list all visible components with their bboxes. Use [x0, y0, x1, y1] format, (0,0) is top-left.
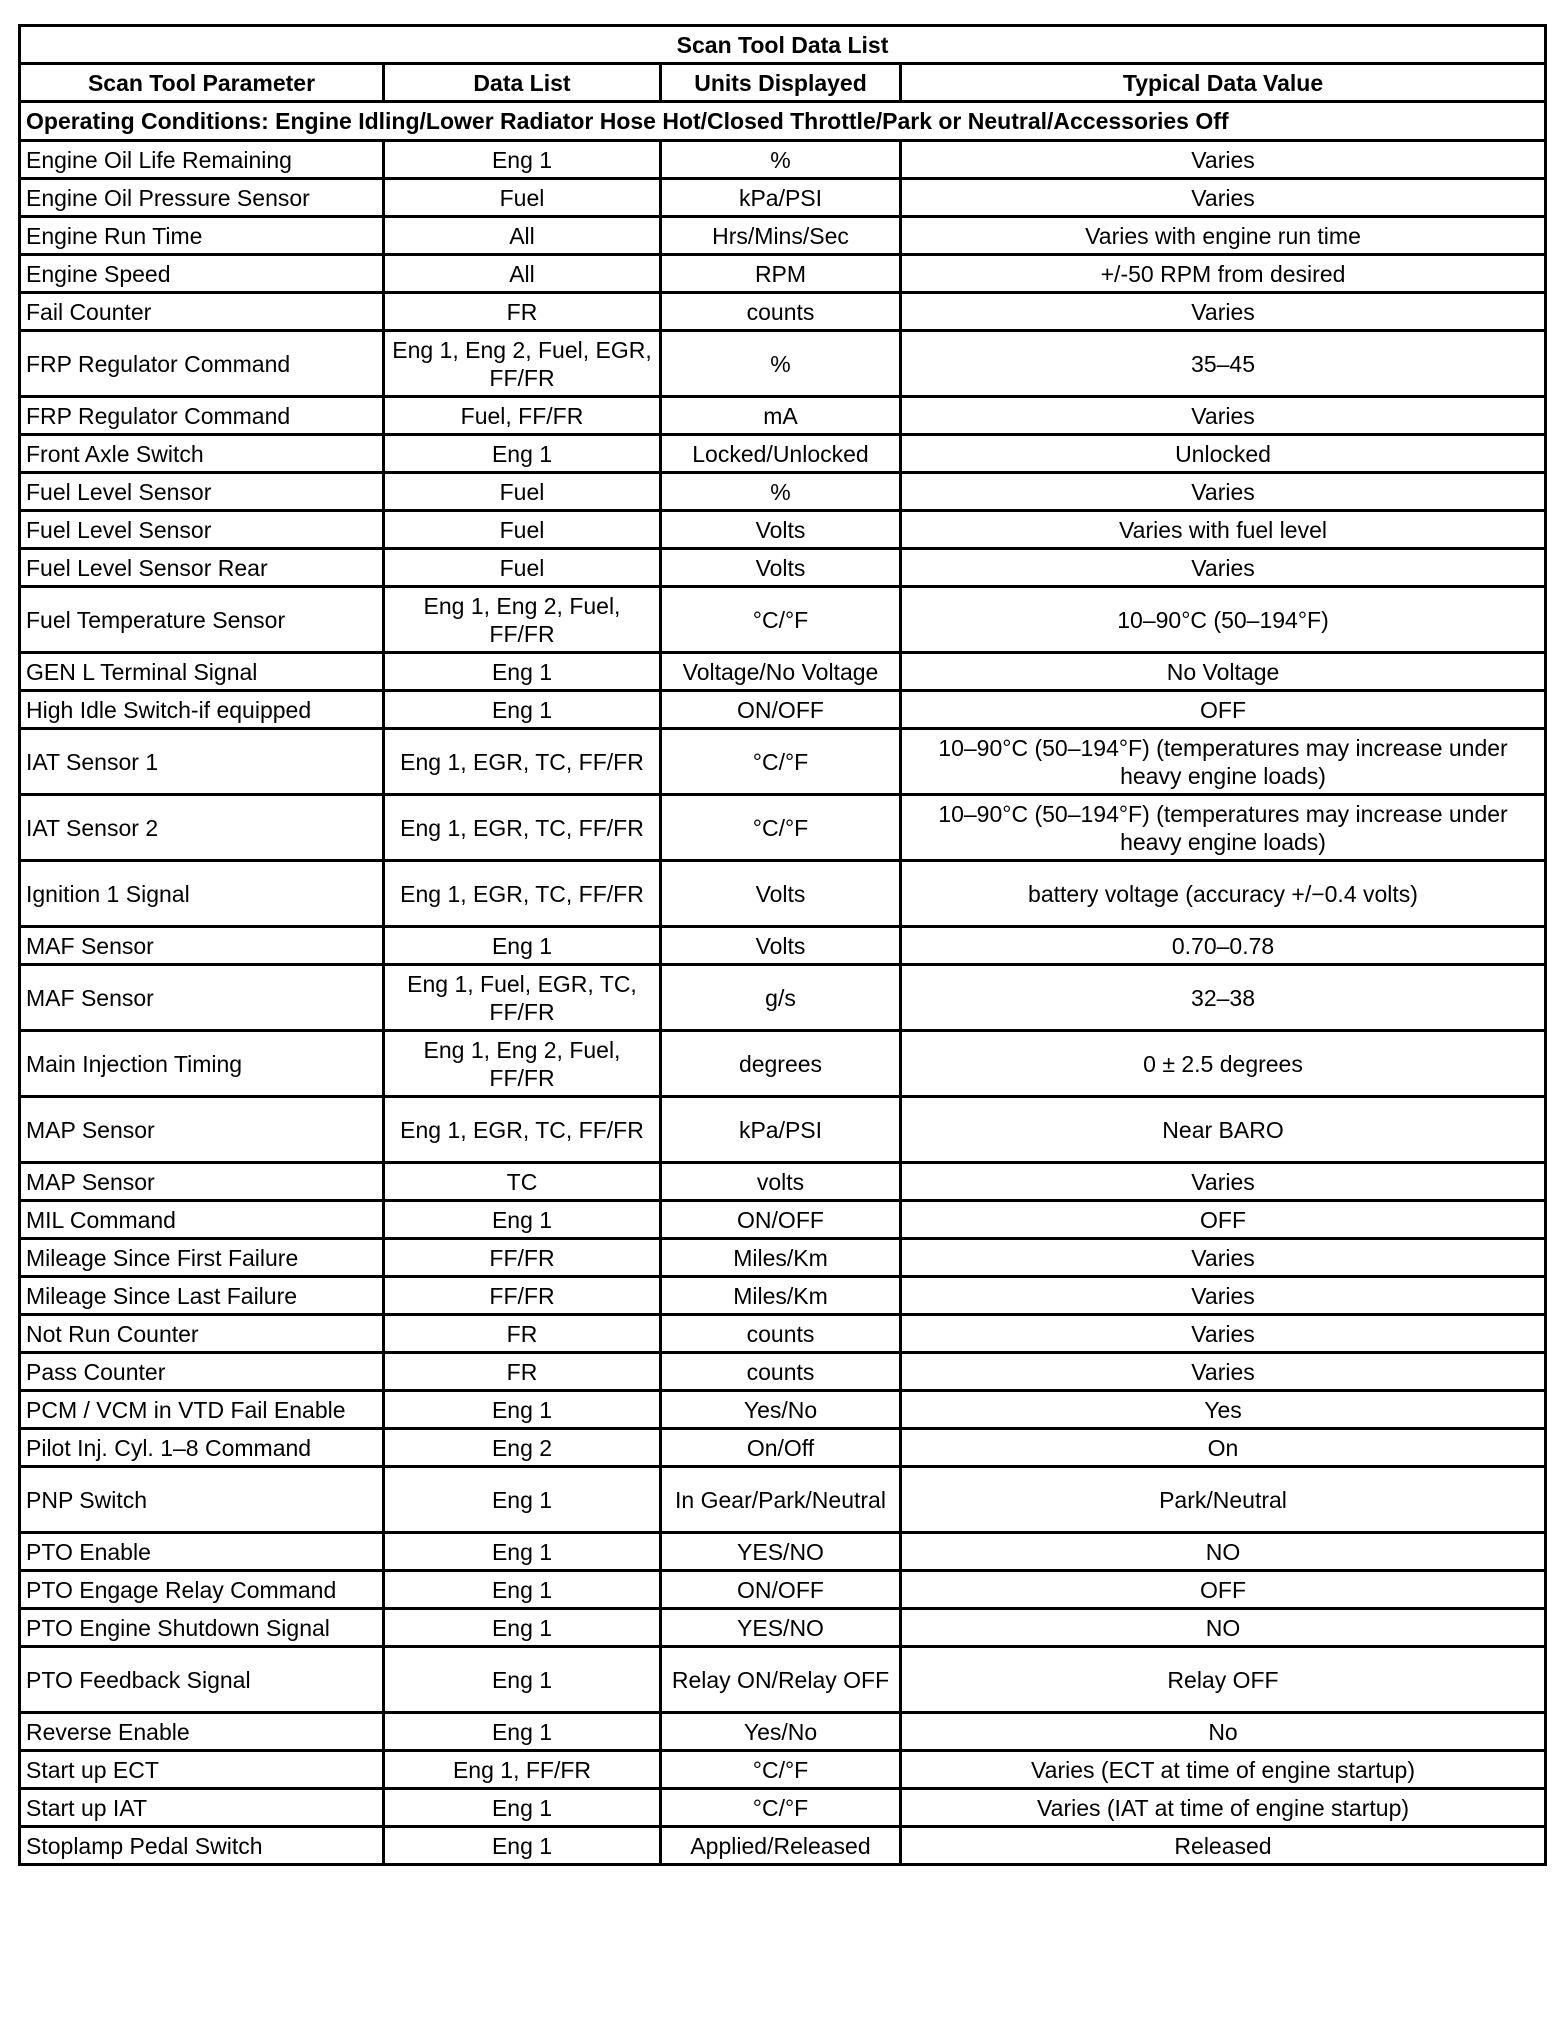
- cell-data-list: Fuel, FF/FR: [384, 397, 661, 435]
- cell-data-list: Eng 1: [384, 1609, 661, 1647]
- cell-typical-data-value: Varies: [901, 1163, 1546, 1201]
- table-row: [20, 1391, 1546, 1429]
- cell-typical-data-value: 0.70–0.78: [901, 927, 1546, 965]
- cell-data-list: Eng 1: [384, 927, 661, 965]
- cell-typical-data-value: OFF: [901, 1571, 1546, 1609]
- cell-typical-data-value: 10–90°C (50–194°F): [901, 587, 1546, 653]
- cell-typical-data-value: Unlocked: [901, 435, 1546, 473]
- cell-scan-tool-parameter: PCM / VCM in VTD Fail Enable: [20, 1391, 384, 1429]
- table-row: [20, 1713, 1546, 1751]
- cell-typical-data-value: Park/Neutral: [901, 1467, 1546, 1533]
- cell-units-displayed: counts: [661, 293, 901, 331]
- cell-scan-tool-parameter: Fail Counter: [20, 293, 384, 331]
- cell-typical-data-value: Varies with fuel level: [901, 511, 1546, 549]
- table-row: [20, 1609, 1546, 1647]
- cell-scan-tool-parameter: High Idle Switch-if equipped: [20, 691, 384, 729]
- table-row: [20, 179, 1546, 217]
- table-body: [20, 141, 1546, 1865]
- cell-units-displayed: volts: [661, 1163, 901, 1201]
- cell-scan-tool-parameter: Start up IAT: [20, 1789, 384, 1827]
- cell-typical-data-value: Varies: [901, 1353, 1546, 1391]
- cell-data-list: Eng 1, EGR, TC, FF/FR: [384, 729, 661, 795]
- cell-typical-data-value: 32–38: [901, 965, 1546, 1031]
- table-row: [20, 331, 1546, 397]
- cell-scan-tool-parameter: IAT Sensor 1: [20, 729, 384, 795]
- cell-units-displayed: Volts: [661, 511, 901, 549]
- cell-data-list: Eng 1: [384, 435, 661, 473]
- cell-typical-data-value: Near BARO: [901, 1097, 1546, 1163]
- cell-scan-tool-parameter: PTO Feedback Signal: [20, 1647, 384, 1713]
- cell-data-list: Fuel: [384, 511, 661, 549]
- cell-data-list: TC: [384, 1163, 661, 1201]
- operating-conditions: Operating Conditions: Engine Idling/Lower Radiator Hose Hot/Closed Throttle/Park or Neutral/Accessories Off: [20, 102, 1546, 141]
- cell-data-list: Eng 1, EGR, TC, FF/FR: [384, 795, 661, 861]
- cell-scan-tool-parameter: Fuel Level Sensor Rear: [20, 549, 384, 587]
- table-row: [20, 795, 1546, 861]
- cell-data-list: Eng 1: [384, 1533, 661, 1571]
- table-row: [20, 549, 1546, 587]
- table-row: [20, 435, 1546, 473]
- table-row: [20, 1277, 1546, 1315]
- cell-data-list: Eng 1: [384, 1647, 661, 1713]
- cell-units-displayed: In Gear/Park/Neutral: [661, 1467, 901, 1533]
- cell-units-displayed: ON/OFF: [661, 1571, 901, 1609]
- cell-data-list: FR: [384, 1315, 661, 1353]
- table-row: [20, 1315, 1546, 1353]
- table-row: [20, 1201, 1546, 1239]
- cell-units-displayed: Locked/Unlocked: [661, 435, 901, 473]
- table-row: [20, 1097, 1546, 1163]
- table-row: [20, 1429, 1546, 1467]
- cell-units-displayed: °C/°F: [661, 1751, 901, 1789]
- cell-typical-data-value: Varies: [901, 549, 1546, 587]
- table-row: [20, 217, 1546, 255]
- cell-data-list: FF/FR: [384, 1239, 661, 1277]
- cell-scan-tool-parameter: MAF Sensor: [20, 965, 384, 1031]
- cell-data-list: Eng 1: [384, 1827, 661, 1865]
- cell-units-displayed: On/Off: [661, 1429, 901, 1467]
- operating-conditions-row: [20, 102, 1546, 141]
- table-row: [20, 729, 1546, 795]
- table-row: [20, 1353, 1546, 1391]
- cell-scan-tool-parameter: Pass Counter: [20, 1353, 384, 1391]
- cell-scan-tool-parameter: Not Run Counter: [20, 1315, 384, 1353]
- cell-typical-data-value: Varies (IAT at time of engine startup): [901, 1789, 1546, 1827]
- table-row: [20, 653, 1546, 691]
- cell-data-list: Eng 1: [384, 1571, 661, 1609]
- cell-data-list: Eng 1: [384, 1789, 661, 1827]
- cell-units-displayed: Volts: [661, 549, 901, 587]
- cell-units-displayed: ON/OFF: [661, 691, 901, 729]
- cell-units-displayed: mA: [661, 397, 901, 435]
- cell-scan-tool-parameter: MAF Sensor: [20, 927, 384, 965]
- cell-typical-data-value: Varies (ECT at time of engine startup): [901, 1751, 1546, 1789]
- cell-data-list: Fuel: [384, 179, 661, 217]
- cell-units-displayed: Voltage/No Voltage: [661, 653, 901, 691]
- cell-units-displayed: ON/OFF: [661, 1201, 901, 1239]
- cell-data-list: Eng 1, Eng 2, Fuel, FF/FR: [384, 587, 661, 653]
- cell-scan-tool-parameter: Fuel Temperature Sensor: [20, 587, 384, 653]
- cell-data-list: Eng 1: [384, 653, 661, 691]
- cell-data-list: Eng 1: [384, 1201, 661, 1239]
- cell-scan-tool-parameter: Mileage Since First Failure: [20, 1239, 384, 1277]
- header-typical-data-value: Typical Data Value: [901, 64, 1546, 102]
- cell-typical-data-value: Yes: [901, 1391, 1546, 1429]
- table-row: [20, 255, 1546, 293]
- cell-typical-data-value: No: [901, 1713, 1546, 1751]
- cell-typical-data-value: Relay OFF: [901, 1647, 1546, 1713]
- cell-data-list: Eng 2: [384, 1429, 661, 1467]
- cell-typical-data-value: OFF: [901, 691, 1546, 729]
- cell-typical-data-value: Varies: [901, 293, 1546, 331]
- table-row: [20, 1163, 1546, 1201]
- cell-typical-data-value: 35–45: [901, 331, 1546, 397]
- cell-units-displayed: °C/°F: [661, 795, 901, 861]
- cell-units-displayed: °C/°F: [661, 587, 901, 653]
- cell-scan-tool-parameter: Engine Oil Pressure Sensor: [20, 179, 384, 217]
- cell-typical-data-value: 10–90°C (50–194°F) (temperatures may increase under heavy engine loads): [901, 795, 1546, 861]
- cell-scan-tool-parameter: Main Injection Timing: [20, 1031, 384, 1097]
- cell-data-list: Eng 1: [384, 141, 661, 179]
- cell-typical-data-value: NO: [901, 1533, 1546, 1571]
- cell-typical-data-value: NO: [901, 1609, 1546, 1647]
- table-row: [20, 473, 1546, 511]
- cell-typical-data-value: +/-50 RPM from desired: [901, 255, 1546, 293]
- header-data-list: Data List: [384, 64, 661, 102]
- cell-typical-data-value: 0 ± 2.5 degrees: [901, 1031, 1546, 1097]
- cell-units-displayed: Miles/Km: [661, 1239, 901, 1277]
- table-row: [20, 1827, 1546, 1865]
- cell-units-displayed: Hrs/Mins/Sec: [661, 217, 901, 255]
- scan-tool-data-table: [18, 24, 1547, 1866]
- table-row: [20, 691, 1546, 729]
- cell-scan-tool-parameter: GEN L Terminal Signal: [20, 653, 384, 691]
- cell-typical-data-value: Varies: [901, 1239, 1546, 1277]
- cell-data-list: Eng 1: [384, 1391, 661, 1429]
- cell-scan-tool-parameter: FRP Regulator Command: [20, 331, 384, 397]
- cell-scan-tool-parameter: Engine Speed: [20, 255, 384, 293]
- cell-data-list: Eng 1, Eng 2, Fuel, EGR, FF/FR: [384, 331, 661, 397]
- cell-typical-data-value: 10–90°C (50–194°F) (temperatures may increase under heavy engine loads): [901, 729, 1546, 795]
- cell-scan-tool-parameter: MAP Sensor: [20, 1163, 384, 1201]
- table-header-row: [20, 64, 1546, 102]
- cell-scan-tool-parameter: MAP Sensor: [20, 1097, 384, 1163]
- header-units-displayed: Units Displayed: [661, 64, 901, 102]
- cell-scan-tool-parameter: Stoplamp Pedal Switch: [20, 1827, 384, 1865]
- cell-units-displayed: %: [661, 141, 901, 179]
- table-row: [20, 293, 1546, 331]
- table-title: Scan Tool Data List: [20, 26, 1546, 64]
- table-row: [20, 927, 1546, 965]
- cell-units-displayed: Miles/Km: [661, 1277, 901, 1315]
- cell-scan-tool-parameter: PNP Switch: [20, 1467, 384, 1533]
- table-row: [20, 1751, 1546, 1789]
- cell-scan-tool-parameter: Mileage Since Last Failure: [20, 1277, 384, 1315]
- cell-scan-tool-parameter: PTO Engage Relay Command: [20, 1571, 384, 1609]
- table-row: [20, 1533, 1546, 1571]
- cell-data-list: All: [384, 217, 661, 255]
- scan-tool-data-sheet: [18, 24, 1544, 1866]
- table-row: [20, 965, 1546, 1031]
- cell-units-displayed: degrees: [661, 1031, 901, 1097]
- cell-units-displayed: Yes/No: [661, 1391, 901, 1429]
- cell-scan-tool-parameter: Engine Run Time: [20, 217, 384, 255]
- cell-data-list: Eng 1, Fuel, EGR, TC, FF/FR: [384, 965, 661, 1031]
- cell-scan-tool-parameter: MIL Command: [20, 1201, 384, 1239]
- table-row: [20, 511, 1546, 549]
- cell-scan-tool-parameter: PTO Engine Shutdown Signal: [20, 1609, 384, 1647]
- cell-data-list: Fuel: [384, 473, 661, 511]
- cell-data-list: Eng 1: [384, 1467, 661, 1533]
- table-row: [20, 587, 1546, 653]
- cell-units-displayed: Applied/Released: [661, 1827, 901, 1865]
- cell-data-list: Eng 1, FF/FR: [384, 1751, 661, 1789]
- cell-scan-tool-parameter: PTO Enable: [20, 1533, 384, 1571]
- cell-units-displayed: Volts: [661, 861, 901, 927]
- cell-scan-tool-parameter: Fuel Level Sensor: [20, 473, 384, 511]
- cell-typical-data-value: Released: [901, 1827, 1546, 1865]
- cell-typical-data-value: Varies: [901, 1315, 1546, 1353]
- cell-typical-data-value: OFF: [901, 1201, 1546, 1239]
- cell-typical-data-value: Varies: [901, 1277, 1546, 1315]
- table-row: [20, 141, 1546, 179]
- cell-data-list: Eng 1, Eng 2, Fuel, FF/FR: [384, 1031, 661, 1097]
- cell-scan-tool-parameter: IAT Sensor 2: [20, 795, 384, 861]
- cell-units-displayed: counts: [661, 1353, 901, 1391]
- table-row: [20, 1031, 1546, 1097]
- cell-units-displayed: YES/NO: [661, 1533, 901, 1571]
- cell-units-displayed: YES/NO: [661, 1609, 901, 1647]
- cell-typical-data-value: Varies: [901, 397, 1546, 435]
- table-row: [20, 861, 1546, 927]
- cell-units-displayed: Volts: [661, 927, 901, 965]
- cell-data-list: Eng 1, EGR, TC, FF/FR: [384, 861, 661, 927]
- cell-typical-data-value: battery voltage (accuracy +/−0.4 volts): [901, 861, 1546, 927]
- cell-scan-tool-parameter: Reverse Enable: [20, 1713, 384, 1751]
- cell-typical-data-value: No Voltage: [901, 653, 1546, 691]
- table-row: [20, 1467, 1546, 1533]
- cell-scan-tool-parameter: Start up ECT: [20, 1751, 384, 1789]
- cell-units-displayed: Relay ON/Relay OFF: [661, 1647, 901, 1713]
- table-row: [20, 1239, 1546, 1277]
- cell-data-list: Eng 1: [384, 1713, 661, 1751]
- cell-units-displayed: °C/°F: [661, 729, 901, 795]
- cell-data-list: FF/FR: [384, 1277, 661, 1315]
- cell-units-displayed: g/s: [661, 965, 901, 1031]
- cell-data-list: All: [384, 255, 661, 293]
- cell-scan-tool-parameter: Pilot Inj. Cyl. 1–8 Command: [20, 1429, 384, 1467]
- cell-data-list: FR: [384, 293, 661, 331]
- cell-typical-data-value: Varies: [901, 141, 1546, 179]
- cell-units-displayed: °C/°F: [661, 1789, 901, 1827]
- cell-scan-tool-parameter: Fuel Level Sensor: [20, 511, 384, 549]
- cell-scan-tool-parameter: Front Axle Switch: [20, 435, 384, 473]
- cell-data-list: Eng 1: [384, 691, 661, 729]
- cell-typical-data-value: On: [901, 1429, 1546, 1467]
- cell-units-displayed: RPM: [661, 255, 901, 293]
- table-row: [20, 1647, 1546, 1713]
- header-scan-tool-parameter: Scan Tool Parameter: [20, 64, 384, 102]
- cell-units-displayed: kPa/PSI: [661, 1097, 901, 1163]
- table-title-row: [20, 26, 1546, 64]
- table-row: [20, 1789, 1546, 1827]
- cell-units-displayed: %: [661, 473, 901, 511]
- cell-units-displayed: Yes/No: [661, 1713, 901, 1751]
- table-row: [20, 1571, 1546, 1609]
- cell-units-displayed: counts: [661, 1315, 901, 1353]
- cell-typical-data-value: Varies: [901, 179, 1546, 217]
- cell-data-list: FR: [384, 1353, 661, 1391]
- cell-data-list: Fuel: [384, 549, 661, 587]
- cell-units-displayed: %: [661, 331, 901, 397]
- cell-scan-tool-parameter: FRP Regulator Command: [20, 397, 384, 435]
- cell-scan-tool-parameter: Engine Oil Life Remaining: [20, 141, 384, 179]
- cell-data-list: Eng 1, EGR, TC, FF/FR: [384, 1097, 661, 1163]
- table-row: [20, 397, 1546, 435]
- cell-typical-data-value: Varies with engine run time: [901, 217, 1546, 255]
- cell-scan-tool-parameter: Ignition 1 Signal: [20, 861, 384, 927]
- cell-typical-data-value: Varies: [901, 473, 1546, 511]
- cell-units-displayed: kPa/PSI: [661, 179, 901, 217]
